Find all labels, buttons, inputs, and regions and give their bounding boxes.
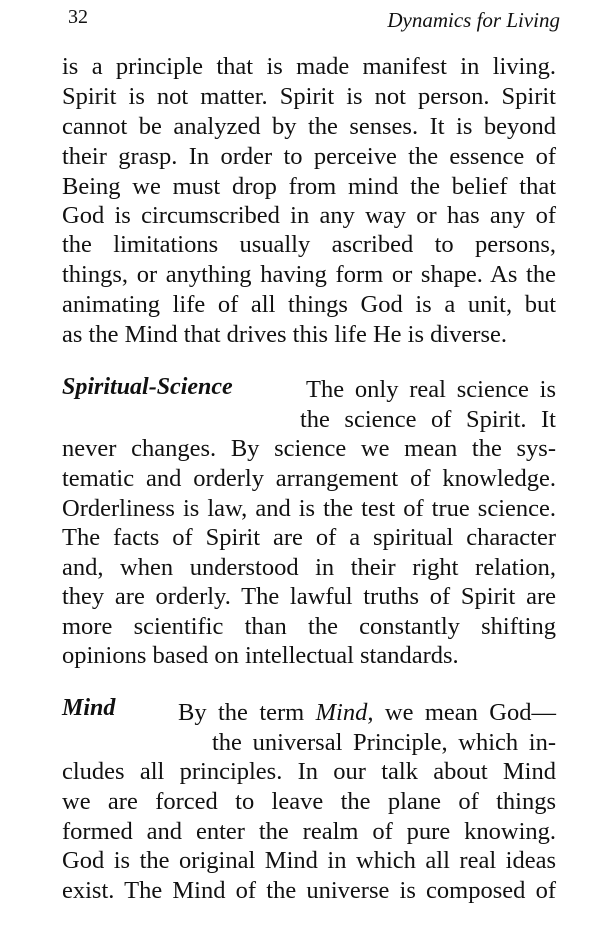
text-line: never changes. By science we mean the sys- [62,435,556,462]
text-line: their grasp. In order to perceive the essence of [62,143,556,170]
text-line: more scientific than the constantly shifting [62,613,556,640]
text-line: The only real science is [306,376,556,403]
text-line: Spirit is not matter. Spirit is not person. Spirit [62,83,556,110]
side-heading: Mind [62,695,116,721]
text-line: the limitations usually ascribed to persons, [62,231,556,258]
text-line: they are orderly. The lawful truths of Spirit are [62,583,556,610]
text-line: the science of Spirit. It [300,406,556,433]
text-line: Orderliness is law, and is the test of true science. [62,495,556,522]
text-line: things, or anything having form or shape. As the [62,261,556,288]
text-line: exist. The Mind of the universe is composed of [62,877,556,904]
side-heading: Spiritual-Science [62,374,233,400]
text-line: Being we must drop from mind the belief that [62,173,556,200]
text-line: opinions based on intellectual standards. [62,642,459,669]
text-line: God is circumscribed in any way or has any of [62,202,556,229]
text-line: cludes all principles. In our talk about Mind [62,758,556,785]
text-line: as the Mind that drives this life He is diverse. [62,321,507,348]
text-line: is a principle that is made manifest in living. [62,53,556,80]
page-number: 32 [68,6,88,28]
text-line: the universal Principle, which in- [212,729,556,756]
page-header [0,4,600,34]
text-line: cannot be analyzed by the senses. It is beyond [62,113,556,140]
text-line: God is the original Mind in which all real ideas [62,847,556,874]
text-line: and, when understood in their right relation, [62,554,556,581]
text-line: The facts of Spirit are of a spiritual character [62,524,556,551]
text-line: formed and enter the realm of pure knowing. [62,818,556,845]
text-line: animating life of all things God is a unit, but [62,291,556,318]
text-line: tematic and orderly arrangement of knowledge. [62,465,556,492]
emphasis-text: Mind, [315,699,374,726]
text-line [178,698,556,728]
text-fragment: By the term [178,699,316,726]
text-fragment: we mean God— [373,699,556,726]
text-line: we are forced to leave the plane of things [62,788,556,815]
running-title: Dynamics for Living [387,8,560,32]
